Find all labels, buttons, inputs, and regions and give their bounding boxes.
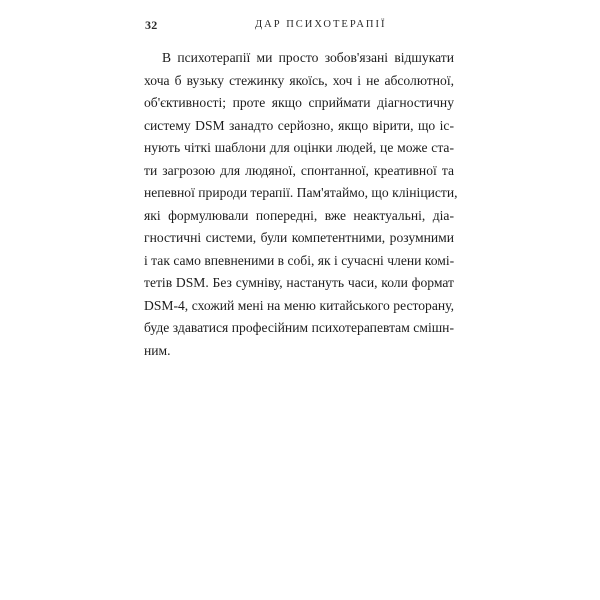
running-header: [113, 18, 513, 38]
text-line: тетів DSM. Без сумніву, настануть часи, коли формат: [144, 275, 454, 290]
text-line: об'єктивності; проте якщо сприймати діагностичну: [144, 95, 454, 110]
book-page: [113, 0, 513, 600]
text-line: DSM-4, схожий мені на меню китайського ресторану,: [144, 297, 454, 313]
text-line: і так само впевненими в собі, як і сучасні члени комі-: [144, 252, 455, 268]
text-line: хоча б вузьку стежинку якоїсь, хоч і не абсолютної,: [144, 72, 454, 88]
text-line: нують чіткі шаблони для оцінки людей, це може ста-: [144, 140, 454, 155]
text-line: В психотерапії ми просто зобов'язані відшукати: [162, 50, 454, 65]
paragraph: [144, 47, 458, 362]
text-line: ти загрозою для людяної, спонтанної, креативної та: [144, 162, 454, 178]
page-number: 32: [145, 18, 158, 32]
text-line: які формулювали попередні, вже неактуальні, діа-: [144, 207, 454, 223]
book-title: ДАР ПСИХОТЕРАПІЇ: [255, 19, 387, 30]
text-line: гностичні системи, були компетентними, розумними: [144, 230, 454, 245]
text-line: непевної природи терапії. Пам'ятаймо, що клініцисти,: [144, 185, 458, 200]
text-line: ним.: [144, 342, 171, 358]
text-line: буде здаватися професійним психотерапевтам смішн-: [144, 320, 454, 335]
text-line: систему DSM занадто серйозно, якщо вірити, що іс-: [144, 117, 454, 133]
